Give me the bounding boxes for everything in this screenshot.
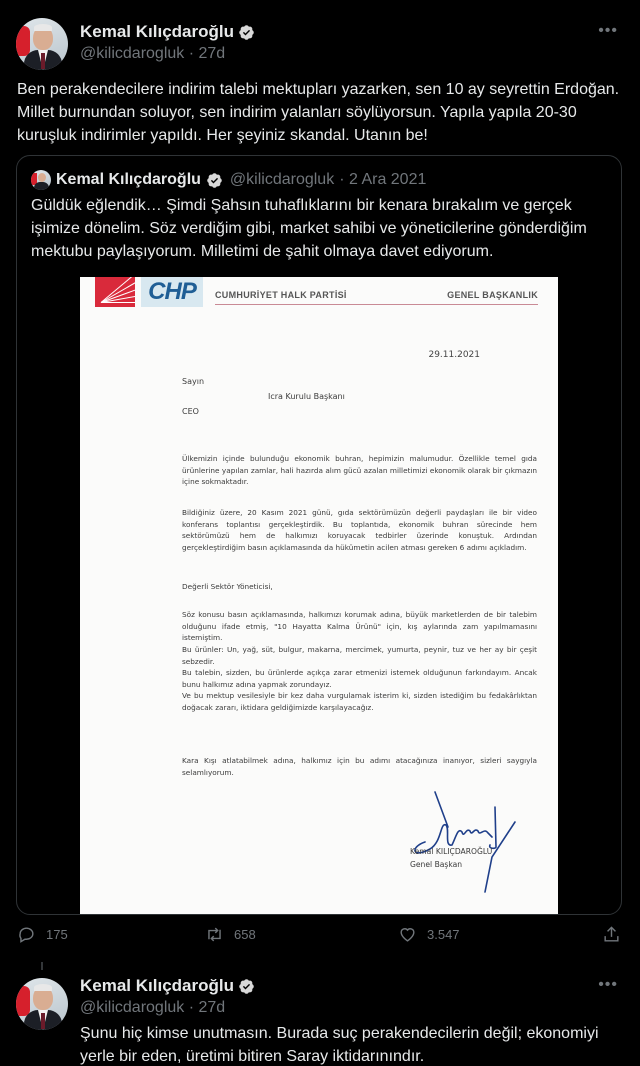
signature-icon: [400, 787, 520, 897]
verified-badge-icon: [206, 172, 223, 189]
quoted-author-name: Kemal Kılıçdaroğlu: [56, 171, 201, 188]
verified-badge-icon: [238, 24, 255, 41]
avatar-tie: [41, 1013, 45, 1029]
letter-recipient: CEO: [182, 407, 199, 416]
verified-badge-icon: [238, 978, 255, 995]
like-button[interactable]: [398, 925, 460, 944]
letter-paragraph: Değerli Sektör Yöneticisi,: [182, 582, 273, 591]
letter-paragraph: Ülkemizin içinde bulunduğu ekonomik buhran, hepimizin malumudur. Özellikle temel gıda ürünlerine yapılan zamlar, hali hazırda alım gücü azalan milletimizi ekonomik olarak bir çıkmazın içine sokmaktadır.: [182, 454, 537, 487]
letter-image[interactable]: [80, 277, 558, 915]
avatar-suit: [34, 182, 49, 190]
chp-logo: [95, 277, 203, 307]
letterhead-divider: [215, 304, 538, 305]
tweet-reply[interactable]: [0, 960, 640, 1066]
retweet-count: 658: [234, 927, 256, 942]
avatar[interactable]: [16, 18, 68, 70]
reply-icon: [17, 925, 36, 944]
author-handle[interactable]: @kilicdarogluk: [80, 999, 185, 1016]
heart-icon: [398, 925, 417, 944]
quoted-tweet-text: Güldük eğlendik… Şimdi Şahsın tuhaflıklarını bir kenara bırakalım ve gerçek işimize dönelim. Söz verdiğim gibi, market sahibi ve yöneticilerine gönderdiğim mektubu paylaşıyorum. Milletimi de şahit olmaya davet ediyorum.: [31, 197, 587, 260]
author-name[interactable]: Kemal Kılıçdaroğlu: [80, 22, 234, 41]
quoted-author-row: [31, 170, 426, 190]
reply-button[interactable]: [17, 925, 68, 944]
avatar-head: [38, 173, 46, 182]
letter-paragraph: Ve bu mektup vesilesiyle bir kez daha vurgulamak isterim ki, sizden istediğim bu fedakârlıktan doğacak zararı, iktidara geldiğimizde karşılayacağız.: [182, 691, 537, 712]
quoted-tweet-time: · 2 Ara 2021: [339, 171, 427, 188]
tweet-time[interactable]: · 27d: [188, 999, 226, 1016]
author-handle-row: [80, 999, 225, 1017]
tweet-text: Şunu hiç kimse unutmasın. Burada suç perakendecilerin değil; ekonomiyi yerle bir eden, üretimi bitiren Saray iktidarınındır.: [80, 1025, 599, 1065]
signer-name: Kemal KILIÇDAROĞLU: [410, 847, 493, 856]
quoted-avatar: [31, 170, 51, 190]
share-icon: [602, 925, 621, 944]
tweet-actions: [0, 925, 640, 955]
quoted-tweet[interactable]: [16, 155, 622, 915]
author-handle-row: [80, 45, 225, 63]
flag-icon: [16, 986, 30, 1016]
author-handle[interactable]: @kilicdarogluk: [80, 45, 185, 62]
share-button[interactable]: [602, 925, 621, 944]
author-name[interactable]: Kemal Kılıçdaroğlu: [80, 976, 234, 995]
avatar-hair: [34, 24, 52, 31]
letter-paragraph: Bu talebin, sizden, bu ürünlerde açıkça zarar etmenizi istemek olduğunun farkındayım. Ancak bunu halkımız adına yapmak zorundayız.: [182, 668, 537, 689]
letter-recipient-title: Icra Kurulu Başkanı: [268, 392, 345, 401]
quoted-author-handle: @kilicdarogluk: [229, 171, 335, 188]
tweet-text: Ben perakendecilere indirim talebi mektupları yazarken, sen 10 ay seyrettin Erdoğan. Millet burnundan soluyor, sen indirim yalanları söylüyorsun. Yapıla yapıla 20-30 kuruşluk indirimler yapıldı. Her şeyiniz skandal. Utanın be!: [17, 81, 620, 144]
more-options-icon[interactable]: •••: [598, 22, 618, 39]
author-row: [80, 22, 255, 42]
avatar-tie: [41, 53, 45, 69]
like-count: 3.547: [427, 927, 460, 942]
retweet-button[interactable]: [205, 925, 256, 944]
reply-count: 175: [46, 927, 68, 942]
letter-paragraph: Söz konusu basın açıklamasında, halkımızı korumak adına, büyük marketlerden de bir talebim olduğunu ifade etmiş, "10 Hayatta Kalma Ürünü" için, kış aylarında zam yapılmamasını istemiştim.: [182, 610, 537, 643]
tweet-time[interactable]: · 27d: [188, 45, 226, 62]
retweet-icon: [205, 925, 224, 944]
chp-wordmark: CHP: [141, 277, 203, 307]
avatar-hair: [34, 984, 52, 991]
flag-icon: [16, 26, 30, 56]
signer-title: Genel Başkan: [410, 860, 463, 869]
signer-block: [410, 845, 492, 871]
avatar[interactable]: [16, 978, 68, 1030]
letter-salutation: Sayın: [182, 377, 205, 386]
letterhead-party: CUMHURİYET HALK PARTİSİ: [215, 290, 347, 300]
letter-date: 29.11.2021: [428, 350, 480, 360]
letterhead-office: GENEL BAŞKANLIK: [447, 290, 538, 300]
author-row: [80, 976, 255, 996]
letter-paragraph: Bildiğiniz üzere, 20 Kasım 2021 günü, gıda sektörümüzün değerli paydaşları ile bir video konferans toplantısı gerçekleştirdik. Bu toplantıda, ekonomik buhran sürecinde hem sektörümüzü hem de halkımızı koruyacak tedbirler üzerinde konuştuk. Ardından gerçekleştirdiğim basın açıklamasında da hükümetin acilen atması gereken 6 adımı açıkladım.: [182, 508, 537, 552]
letter-paragraph: Bu ürünler: Un, yağ, süt, bulgur, makarna, mercimek, yumurta, peynir, tuz ve her ay bir çeşit sebzedir.: [182, 645, 537, 666]
more-options-icon[interactable]: •••: [598, 976, 618, 993]
chp-rays-icon: [95, 277, 135, 307]
letter-paragraph: Kara Kışı atlatabilmek adına, halkımız için bu adımı atacağınıza inanıyor, sizleri saygıyla selamlıyorum.: [182, 756, 537, 777]
